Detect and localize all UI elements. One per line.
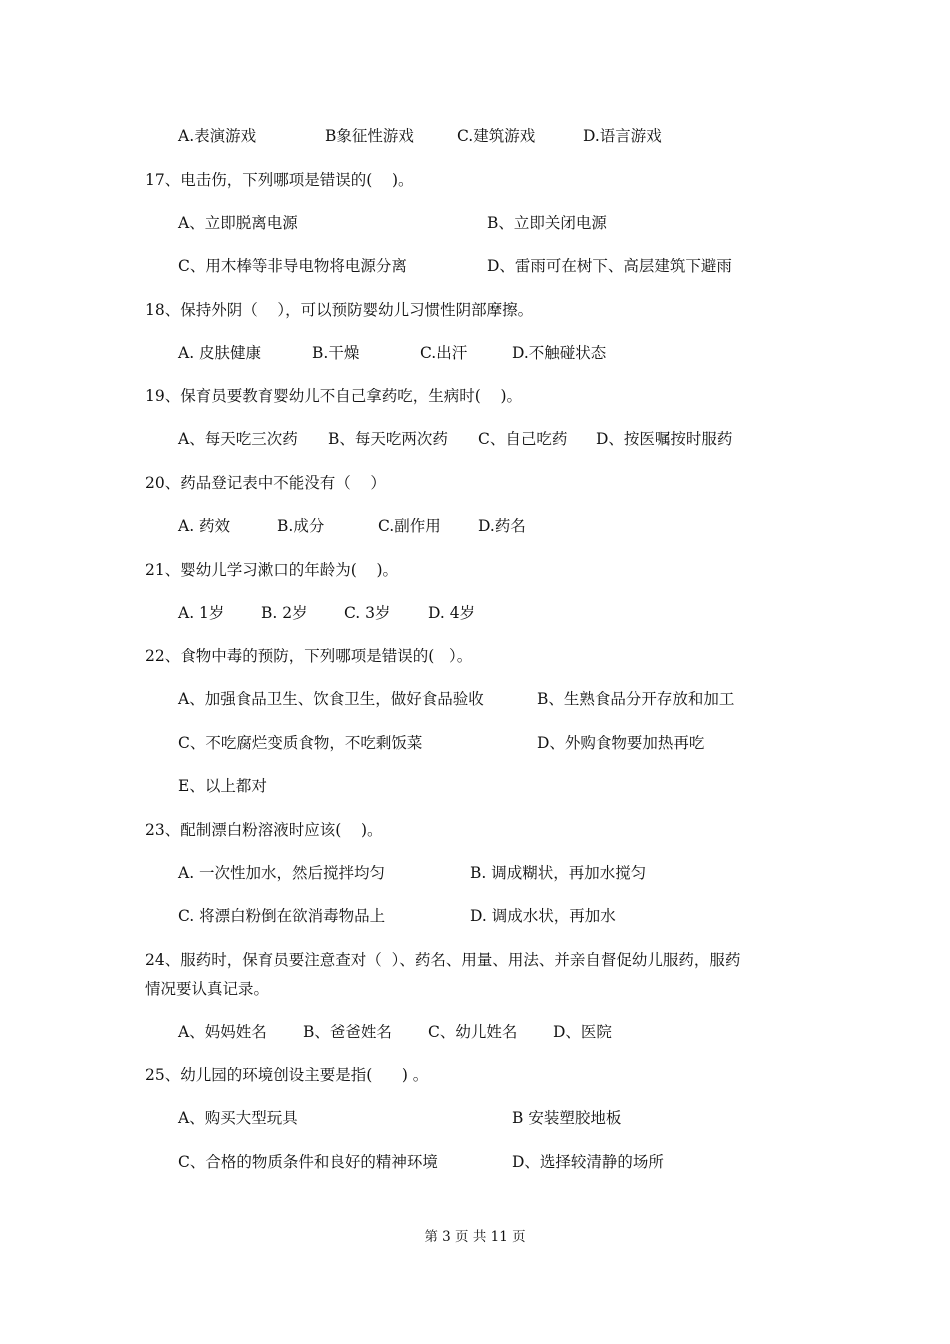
q20-option-d: D.药名 xyxy=(478,517,526,535)
q18-option-a: A. 皮肤健康 xyxy=(178,344,262,362)
q20-option-a: A. 药效 xyxy=(178,517,231,535)
q17-option-a: A、立即脱离电源 xyxy=(178,214,298,232)
q25-option-a: A、购买大型玩具 xyxy=(178,1109,298,1127)
q16-option-a: A.表演游戏 xyxy=(178,127,257,145)
q18-option-b: B.干燥 xyxy=(312,344,360,362)
q19-option-a: A、每天吃三次药 xyxy=(178,430,298,448)
q23-option-a: A. 一次性加水，然后搅拌均匀 xyxy=(178,864,386,882)
q23-option-c: C. 将漂白粉倒在欲消毒物品上 xyxy=(178,907,386,925)
q24-option-c: C、幼儿姓名 xyxy=(428,1023,518,1041)
q16-option-d: D.语言游戏 xyxy=(583,127,662,145)
q25-option-c: C、合格的物质条件和良好的精神环境 xyxy=(178,1153,438,1171)
q24-option-a: A、妈妈姓名 xyxy=(178,1023,267,1041)
q20-stem: 20、药品登记表中不能没有（ ） xyxy=(145,474,386,492)
q23-option-d: D. 调成水状，再加水 xyxy=(470,907,616,925)
q21-option-a: A. 1岁 xyxy=(178,604,225,622)
q22-option-c: C、不吃腐烂变质食物，不吃剩饭菜 xyxy=(178,734,423,752)
q19-option-d: D、按医嘱按时服药 xyxy=(596,430,733,448)
q24-option-d: D、医院 xyxy=(553,1023,612,1041)
q22-option-e: E、以上都对 xyxy=(178,777,267,795)
q24-stem-line2: 情况要认真记录。 xyxy=(145,980,270,998)
q20-option-b: B.成分 xyxy=(277,517,325,535)
q25-stem: 25、幼儿园的环境创设主要是指( ) 。 xyxy=(145,1066,429,1084)
q21-option-b: B. 2岁 xyxy=(261,604,308,622)
q24-stem-line1: 24、服药时，保育员要注意查对（ ）、药名、用量、用法、并亲自督促幼儿服药，服药 xyxy=(145,951,741,969)
q17-option-c: C、用木棒等非导电物将电源分离 xyxy=(178,257,407,275)
q21-option-d: D. 4岁 xyxy=(428,604,476,622)
q18-stem: 18、保持外阴（ ），可以预防婴幼儿习惯性阴部摩擦。 xyxy=(145,301,534,319)
q25-option-b: B 安装塑胶地板 xyxy=(512,1109,622,1127)
q22-option-d: D、外购食物要加热再吃 xyxy=(537,734,705,752)
q25-option-d: D、选择较清静的场所 xyxy=(512,1153,664,1171)
q16-option-c: C.建筑游戏 xyxy=(457,127,536,145)
q21-stem: 21、婴幼儿学习漱口的年龄为( )。 xyxy=(145,561,399,579)
q22-option-a: A、加强食品卫生、饮食卫生，做好食品验收 xyxy=(178,690,484,708)
q18-option-c: C.出汗 xyxy=(420,344,468,362)
q22-stem: 22、食物中毒的预防，下列哪项是错误的( ）。 xyxy=(145,647,473,665)
q17-stem: 17、电击伤，下列哪项是错误的( )。 xyxy=(145,171,414,189)
q23-stem: 23、配制漂白粉溶液时应该( )。 xyxy=(145,821,383,839)
q19-stem: 19、保育员要教育婴幼儿不自己拿药吃，生病时( )。 xyxy=(145,387,523,405)
page-number-footer: 第 3 页 共 11 页 xyxy=(424,1229,526,1245)
q19-option-b: B、每天吃两次药 xyxy=(328,430,448,448)
q17-option-b: B、立即关闭电源 xyxy=(487,214,607,232)
q17-option-d: D、雷雨可在树下、高层建筑下避雨 xyxy=(487,257,732,275)
q20-option-c: C.副作用 xyxy=(378,517,441,535)
q23-option-b: B. 调成糊状，再加水搅匀 xyxy=(470,864,647,882)
q18-option-d: D.不触碰状态 xyxy=(512,344,607,362)
q19-option-c: C、自己吃药 xyxy=(478,430,568,448)
q22-option-b: B、生熟食品分开存放和加工 xyxy=(537,690,735,708)
q16-option-b: B象征性游戏 xyxy=(325,127,414,145)
q21-option-c: C. 3岁 xyxy=(344,604,391,622)
q24-option-b: B、爸爸姓名 xyxy=(303,1023,392,1041)
